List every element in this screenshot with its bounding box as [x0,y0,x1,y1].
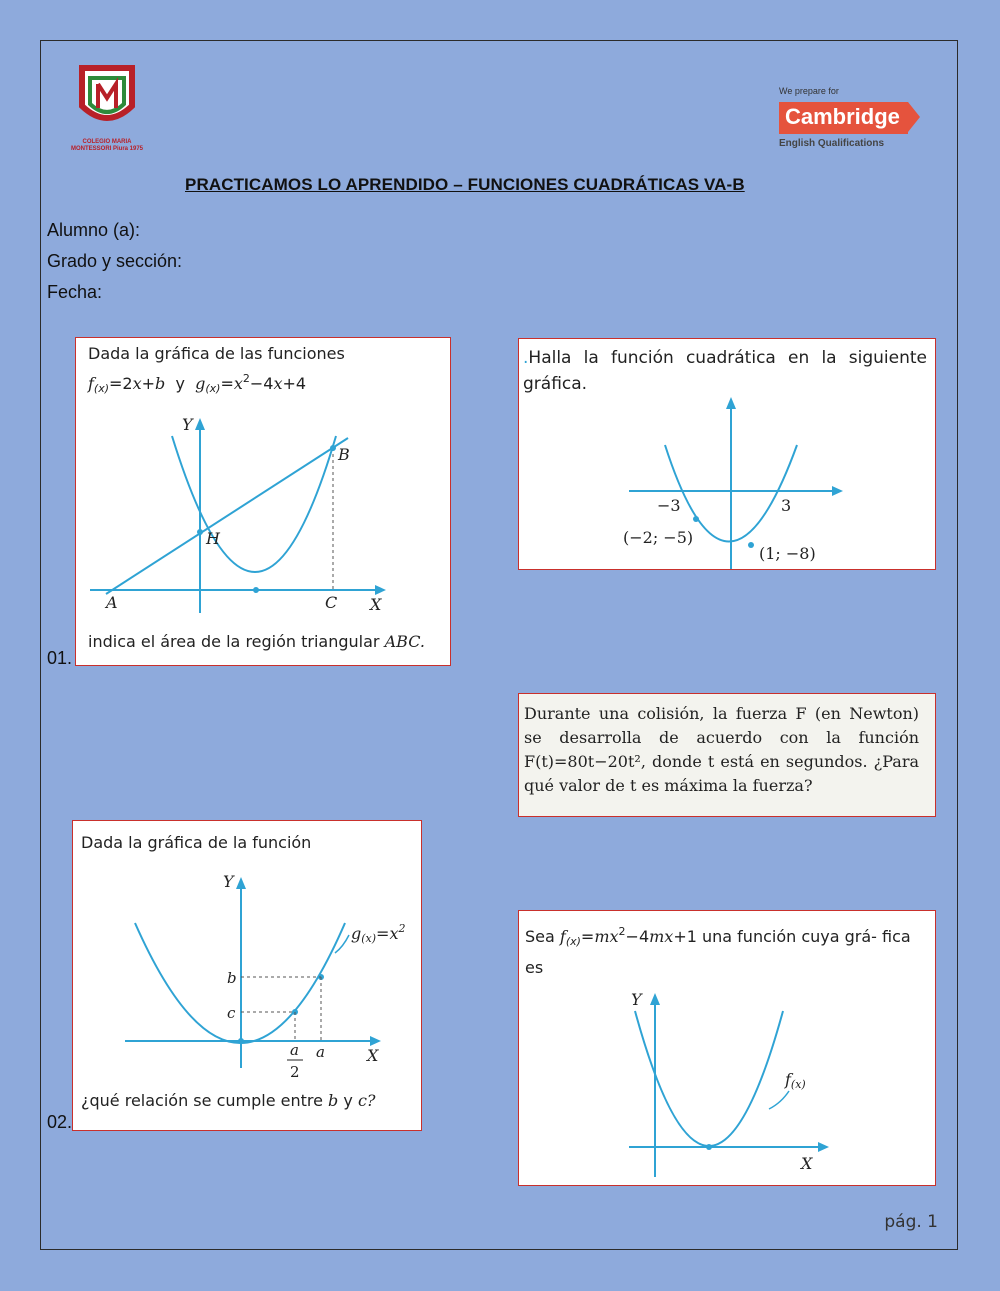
q2-intro: Dada la gráfica de la función [81,833,312,852]
q5-label-x: X [801,1154,813,1173]
q3-text: .Halla la función cuadrática en la siguiente gráfica. [523,348,927,394]
q1-y-arrow-icon [195,418,205,430]
school-logo [66,64,148,164]
q2-label-x: X [367,1046,379,1065]
q1-point-b [330,445,336,451]
q1-x-arrow-icon [375,585,386,595]
q1-label-h: H [206,529,220,548]
cambridge-quals: English Qualifications [779,138,885,149]
q5-x-arrow-icon [818,1142,829,1152]
q1-question: indica el área de la región triangular ABC. [88,632,425,651]
cambridge-arrow-icon [908,102,920,132]
q1-parabola [172,436,336,572]
q1-label-a: A [106,593,118,612]
q5-vertex [706,1144,712,1150]
q3-point-2 [748,542,754,548]
q1-functions: $f_{(x)}=2x+b$ y $g_{(x)}=x^2-4x+4$ [88,372,307,395]
q2-label-c: c [227,1004,236,1022]
q3-point-2-label: (1; −8) [759,544,816,563]
q2-function-label: $g(x)=x^2$ [351,922,406,945]
school-crest-icon [66,64,148,134]
q3-point-1-label: (−2; −5) [623,528,694,547]
field-student: Alumno (a): [47,220,141,240]
question-1-card [75,337,451,666]
q2-vertex [238,1038,244,1044]
q3-root-left: −3 [657,496,681,515]
q2-x-arrow-icon [370,1036,381,1046]
field-date: Fecha: [47,282,103,302]
q1-line [106,438,348,594]
school-name: COLEGIO MARIA MONTESSORI Piura 1975 [70,139,144,152]
q1-vertex [253,587,259,593]
question-5-card [518,910,936,1186]
q3-point-1 [693,516,699,522]
q1-intro: Dada la gráfica de las funciones [88,344,345,363]
q1-point-h [197,529,203,535]
q1-label-b: B [338,445,350,464]
field-grade: Grado y sección: [47,251,183,271]
q5-function-label: f(x) [785,1070,806,1091]
q2-y-arrow-icon [236,877,246,889]
q1-label-y: Y [182,415,193,434]
q2-curve-pointer-icon [335,935,349,953]
cambridge-logo [779,86,939,149]
q1-graph [76,408,451,618]
q2-graph [73,863,422,1088]
q5-graph [519,981,936,1181]
q5-text: Sea $f_{(x)}=mx^2-4mx+1$ una función cuya grá- fica es [525,925,911,977]
question-3-card [518,338,936,570]
q2-label-a: a [316,1043,325,1061]
page-number: pág. 1 [884,1212,938,1232]
q1-label-c: C [325,593,338,612]
q5-parabola [635,1011,783,1146]
q5-label-y: Y [631,990,642,1009]
q2-question: ¿qué relación se cumple entre b y c? [81,1091,376,1110]
q2-label-half-num: a [290,1041,299,1059]
q1-label-x: X [370,595,382,614]
question-4-card [518,693,936,817]
cambridge-wordmark: Cambridge [779,102,908,134]
q2-label-half-den: 2 [290,1063,300,1081]
cambridge-tagline: We prepare for [779,86,839,96]
q3-x-arrow-icon [832,486,843,496]
q2-label-b: b [227,969,237,987]
question-2-card [72,820,422,1131]
q5-curve-pointer-icon [769,1091,789,1109]
q3-y-arrow-icon [726,397,736,409]
question-number-1: 01. [47,648,73,668]
question-number-2: 02. [47,1112,73,1132]
page-title: PRACTICAMOS LO APRENDIDO – FUNCIONES CUADRÁTICAS VA-B [185,175,745,194]
q2-label-y: Y [223,872,234,891]
q4-text: Durante una colisión, la fuerza F (en Newton) se desarrolla de acuerdo con la función F(t)=80t−20t², donde t está en segundos. ¿Para qué valor de t es máxima la fuerza? [524,704,919,795]
q5-y-arrow-icon [650,993,660,1005]
q3-graph [519,393,936,570]
q3-root-right: 3 [781,496,792,515]
